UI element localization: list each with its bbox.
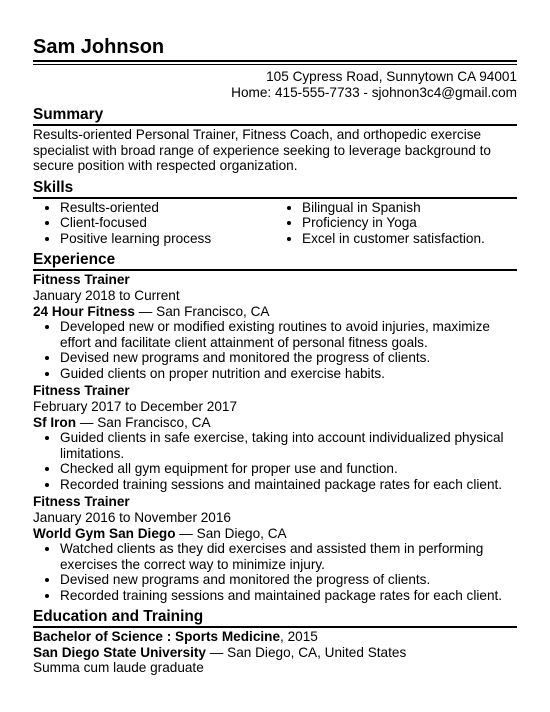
job-title: Fitness Trainer [33, 272, 130, 287]
skill-item: • Results-oriented [60, 200, 275, 216]
education-school: San Diego State University [33, 644, 206, 660]
job-bullet: • Guided clients on proper nutrition and exercise habits. [60, 366, 517, 382]
job-dates: February 2017 to December 2017 [33, 399, 238, 414]
job-employer [33, 526, 517, 542]
education-separator: — [206, 644, 228, 660]
job-dates: January 2016 to November 2016 [33, 510, 231, 525]
job-location: San Francisco, CA [156, 303, 270, 319]
skills-left-list [33, 200, 275, 247]
summary-section [33, 106, 517, 174]
job-company: 24 Hour Fitness [33, 303, 135, 319]
resume-page [33, 36, 517, 676]
job-employer [33, 415, 517, 431]
education-honors: Summa cum laude graduate [33, 660, 204, 675]
skill-item: • Proficiency in Yoga [302, 215, 517, 231]
education-divider [33, 626, 517, 628]
job-location: San Francisco, CA [97, 414, 211, 430]
job-entry [33, 272, 517, 381]
education-degree-line: Bachelor of Science : Sports Medicine, 2015 [33, 629, 318, 644]
job-employer [33, 304, 517, 320]
skills-right-list [275, 200, 517, 247]
experience-divider [33, 269, 517, 271]
education-section [33, 608, 517, 676]
job-bullets [33, 319, 517, 381]
contact-phone-email: Home: 415-555-7733 - sjohnon3c4@gmail.com [231, 85, 517, 100]
education-heading: Education and Training [33, 608, 204, 625]
summary-divider [33, 124, 517, 126]
job-title: Fitness Trainer [33, 494, 130, 509]
contact-block [33, 69, 517, 101]
job-entry [33, 494, 517, 603]
job-bullet: • Recorded training sessions and maintained package rates for each client. [60, 477, 517, 493]
skill-item: • Bilingual in Spanish [302, 200, 517, 216]
skills-columns [33, 200, 517, 247]
candidate-name: Sam Johnson [33, 36, 165, 58]
education-degree: Bachelor of Science : Sports Medicine [33, 629, 281, 644]
job-company: Sf Iron [33, 414, 77, 430]
skills-heading: Skills [33, 178, 74, 196]
job-location: San Diego, CA [196, 525, 287, 541]
summary-heading: Summary [33, 106, 104, 123]
experience-heading: Experience [33, 251, 116, 268]
job-separator: — [175, 525, 197, 541]
job-entry [33, 383, 517, 492]
job-bullet: • Developed new or modified existing routines to avoid injuries, maximize effort and facilitate client attainment of personal fitness goals. [60, 319, 517, 350]
job-bullet: • Watched clients as they did exercises and assisted them in performing exercises the correct way to minimize injury. [60, 541, 517, 572]
job-separator: — [134, 303, 157, 319]
skill-item: • Client-focused [60, 215, 275, 231]
job-bullets [33, 430, 517, 492]
skill-item: • Positive learning process [60, 231, 275, 247]
job-title: Fitness Trainer [33, 383, 130, 398]
skills-divider [33, 197, 517, 199]
job-bullet: • Checked all gym equipment for proper use and function. [60, 461, 517, 477]
job-dates: January 2018 to Current [33, 288, 180, 303]
education-location: San Diego, CA, United States [227, 644, 407, 660]
job-bullet: • Recorded training sessions and maintained package rates for each client. [60, 588, 517, 604]
contact-address: 105 Cypress Road, Sunnytown CA 94001 [266, 69, 517, 84]
skill-item: • Excel in customer satisfaction. [302, 231, 517, 247]
job-separator: — [76, 414, 98, 430]
name-divider-thick [33, 60, 517, 62]
job-bullet: • Devised new programs and monitored the progress of clients. [60, 350, 517, 366]
education-school-line [33, 645, 517, 661]
job-company: World Gym San Diego [33, 525, 176, 541]
name-divider-thin [33, 64, 517, 65]
job-bullet: • Devised new programs and monitored the progress of clients. [60, 572, 517, 588]
summary-text: Results-oriented Personal Trainer, Fitness Coach, and orthopedic exercise specialist with broad range of experience seeking to leverage background to secure position with respected organization. [33, 127, 491, 173]
job-bullets [33, 541, 517, 603]
skills-section [33, 179, 517, 247]
job-bullet: • Guided clients in safe exercise, taking into account individualized physical limitations. [60, 430, 517, 461]
education-year: 2015 [287, 629, 318, 644]
experience-section [33, 251, 517, 603]
